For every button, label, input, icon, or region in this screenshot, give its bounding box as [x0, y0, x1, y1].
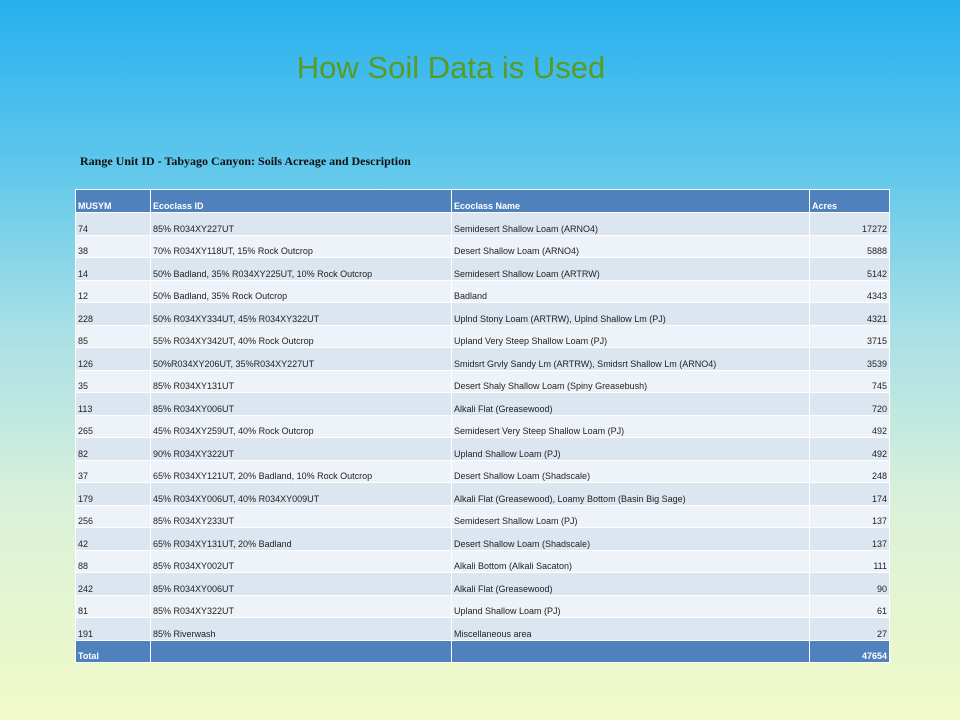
cell-musym: 242 [76, 573, 151, 596]
table-row [76, 258, 890, 281]
header-ecoclass-id: Ecoclass ID [151, 190, 452, 213]
cell-ecoclass-id: 50% Badland, 35% Rock Outcrop [151, 280, 452, 303]
cell-acres: 137 [810, 505, 890, 528]
cell-musym: 42 [76, 528, 151, 551]
table-row [76, 460, 890, 483]
cell-acres: 3539 [810, 348, 890, 371]
cell-musym: 12 [76, 280, 151, 303]
cell-ecoclass-name: Alkali Flat (Greasewood), Loamy Bottom (Basin Big Sage) [452, 483, 810, 506]
cell-ecoclass-id: 85% R034XY322UT [151, 595, 452, 618]
table-row [76, 415, 890, 438]
total-empty-cell [452, 640, 810, 663]
cell-ecoclass-id: 85% R034XY002UT [151, 550, 452, 573]
cell-musym: 81 [76, 595, 151, 618]
table-row [76, 325, 890, 348]
cell-musym: 14 [76, 258, 151, 281]
cell-acres: 4343 [810, 280, 890, 303]
cell-acres: 174 [810, 483, 890, 506]
table-header-row [76, 190, 890, 213]
cell-ecoclass-name: Alkali Flat (Greasewood) [452, 573, 810, 596]
cell-acres: 111 [810, 550, 890, 573]
cell-ecoclass-name: Badland [452, 280, 810, 303]
table-row [76, 550, 890, 573]
cell-ecoclass-id: 85% R034XY006UT [151, 573, 452, 596]
cell-ecoclass-name: Upland Shallow Loam (PJ) [452, 438, 810, 461]
cell-ecoclass-name: Alkali Bottom (Alkali Sacaton) [452, 550, 810, 573]
cell-ecoclass-id: 90% R034XY322UT [151, 438, 452, 461]
cell-ecoclass-name: Semidesert Very Steep Shallow Loam (PJ) [452, 415, 810, 438]
cell-musym: 88 [76, 550, 151, 573]
cell-ecoclass-name: Upland Very Steep Shallow Loam (PJ) [452, 325, 810, 348]
cell-acres: 745 [810, 370, 890, 393]
cell-acres: 137 [810, 528, 890, 551]
cell-ecoclass-name: Alkali Flat (Greasewood) [452, 393, 810, 416]
total-label: Total [76, 640, 151, 663]
total-empty-cell [151, 640, 452, 663]
cell-ecoclass-id: 85% R034XY131UT [151, 370, 452, 393]
cell-acres: 27 [810, 618, 890, 641]
cell-ecoclass-name: Semidesert Shallow Loam (ARNO4) [452, 213, 810, 236]
header-musym: MUSYM [76, 190, 151, 213]
table-row [76, 505, 890, 528]
table-row [76, 595, 890, 618]
slide-title: How Soil Data is Used [296, 50, 606, 85]
cell-musym: 74 [76, 213, 151, 236]
cell-acres: 4321 [810, 303, 890, 326]
table-row [76, 235, 890, 258]
cell-acres: 248 [810, 460, 890, 483]
cell-musym: 126 [76, 348, 151, 371]
cell-musym: 82 [76, 438, 151, 461]
total-acres: 47654 [810, 640, 890, 663]
header-acres: Acres [810, 190, 890, 213]
cell-ecoclass-name: Semidesert Shallow Loam (PJ) [452, 505, 810, 528]
table-row [76, 618, 890, 641]
cell-ecoclass-id: 50%R034XY206UT, 35%R034XY227UT [151, 348, 452, 371]
table-row [76, 348, 890, 371]
cell-musym: 228 [76, 303, 151, 326]
cell-ecoclass-name: Semidesert Shallow Loam (ARTRW) [452, 258, 810, 281]
cell-ecoclass-name: Upland Shallow Loam (PJ) [452, 595, 810, 618]
cell-acres: 61 [810, 595, 890, 618]
soils-table [75, 189, 890, 663]
cell-ecoclass-name: Miscellaneous area [452, 618, 810, 641]
cell-acres: 90 [810, 573, 890, 596]
cell-acres: 5142 [810, 258, 890, 281]
cell-musym: 191 [76, 618, 151, 641]
cell-ecoclass-id: 85% R034XY006UT [151, 393, 452, 416]
cell-acres: 17272 [810, 213, 890, 236]
table-row [76, 213, 890, 236]
cell-acres: 720 [810, 393, 890, 416]
cell-musym: 85 [76, 325, 151, 348]
cell-musym: 35 [76, 370, 151, 393]
table-row [76, 280, 890, 303]
cell-musym: 38 [76, 235, 151, 258]
table-row [76, 393, 890, 416]
header-ecoclass-name: Ecoclass Name [452, 190, 810, 213]
cell-ecoclass-id: 55% R034XY342UT, 40% Rock Outcrop [151, 325, 452, 348]
table-row [76, 303, 890, 326]
cell-ecoclass-name: Uplnd Stony Loam (ARTRW), Uplnd Shallow Lm (PJ) [452, 303, 810, 326]
cell-ecoclass-id: 50% Badland, 35% R034XY225UT, 10% Rock Outcrop [151, 258, 452, 281]
cell-ecoclass-id: 65% R034XY121UT, 20% Badland, 10% Rock Outcrop [151, 460, 452, 483]
cell-ecoclass-name: Desert Shaly Shallow Loam (Spiny Greasebush) [452, 370, 810, 393]
cell-acres: 3715 [810, 325, 890, 348]
table-row [76, 528, 890, 551]
total-row [76, 640, 890, 663]
cell-musym: 179 [76, 483, 151, 506]
cell-musym: 113 [76, 393, 151, 416]
cell-ecoclass-id: 45% R034XY006UT, 40% R034XY009UT [151, 483, 452, 506]
cell-ecoclass-id: 45% R034XY259UT, 40% Rock Outcrop [151, 415, 452, 438]
cell-musym: 265 [76, 415, 151, 438]
cell-ecoclass-id: 85% Riverwash [151, 618, 452, 641]
cell-ecoclass-name: Desert Shallow Loam (Shadscale) [452, 460, 810, 483]
cell-ecoclass-id: 85% R034XY227UT [151, 213, 452, 236]
cell-acres: 492 [810, 438, 890, 461]
cell-ecoclass-name: Desert Shallow Loam (ARNO4) [452, 235, 810, 258]
cell-acres: 5888 [810, 235, 890, 258]
cell-ecoclass-name: Desert Shallow Loam (Shadscale) [452, 528, 810, 551]
table-caption: Range Unit ID - Tabyago Canyon: Soils Acreage and Description [80, 154, 411, 168]
cell-ecoclass-name: Smidsrt Grvly Sandy Lm (ARTRW), Smidsrt Shallow Lm (ARNO4) [452, 348, 810, 371]
cell-acres: 492 [810, 415, 890, 438]
cell-ecoclass-id: 65% R034XY131UT, 20% Badland [151, 528, 452, 551]
table-row [76, 370, 890, 393]
cell-musym: 37 [76, 460, 151, 483]
cell-ecoclass-id: 85% R034XY233UT [151, 505, 452, 528]
table-row [76, 573, 890, 596]
cell-ecoclass-id: 50% R034XY334UT, 45% R034XY322UT [151, 303, 452, 326]
table-row [76, 438, 890, 461]
cell-musym: 256 [76, 505, 151, 528]
table-row [76, 483, 890, 506]
cell-ecoclass-id: 70% R034XY118UT, 15% Rock Outcrop [151, 235, 452, 258]
